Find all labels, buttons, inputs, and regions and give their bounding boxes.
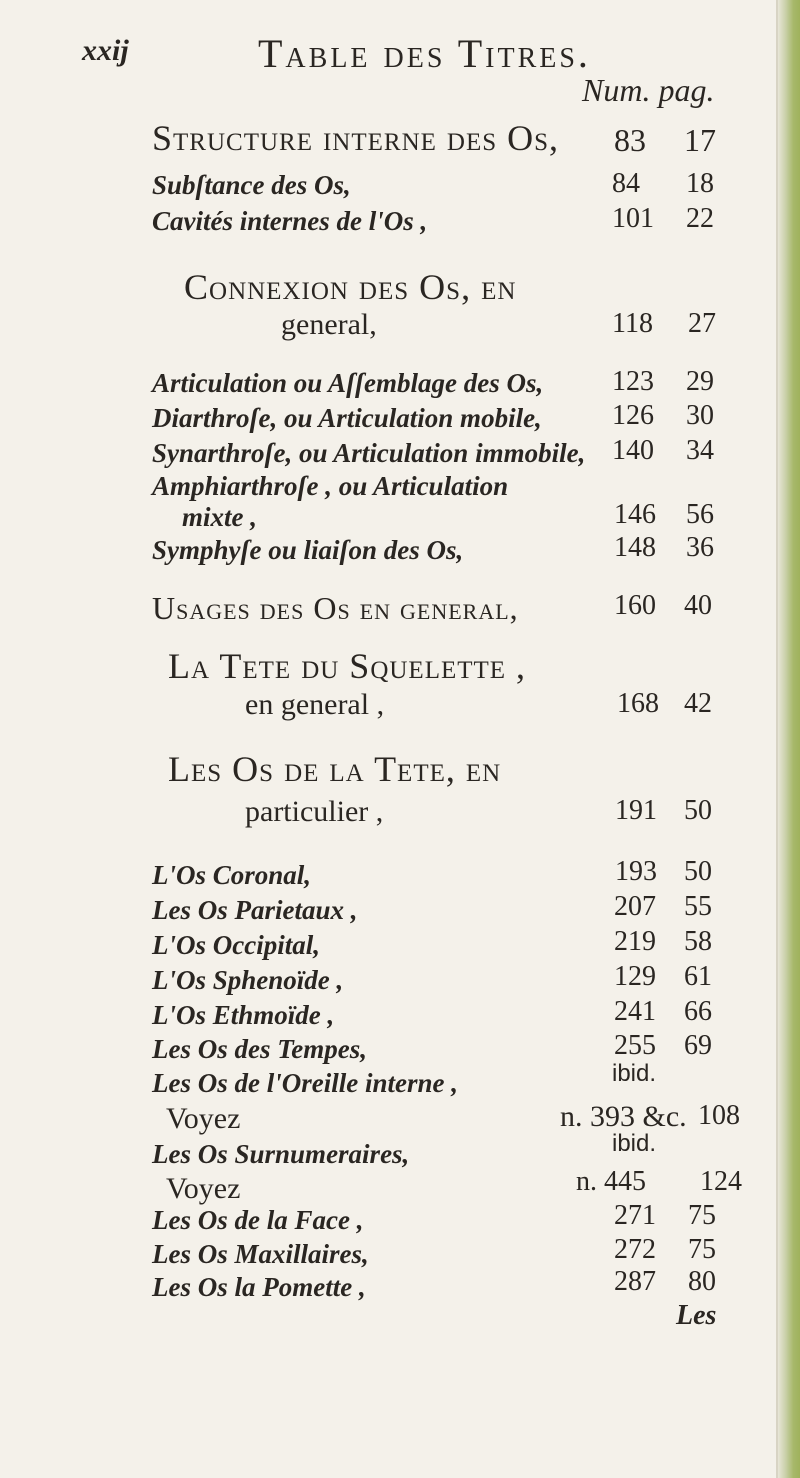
entry-label-continued: general, bbox=[281, 308, 377, 341]
entry-page: 80 bbox=[688, 1266, 716, 1297]
entry-label: Articulation ou Aſſemblage des Os, bbox=[152, 368, 544, 398]
entry-num: 241 bbox=[614, 996, 656, 1027]
entry-label: Connexion des Os, en bbox=[184, 267, 517, 307]
entry-label: Voyez bbox=[166, 1102, 241, 1135]
entry-num: 272 bbox=[614, 1234, 656, 1265]
entry-label: L'Os Occipital, bbox=[152, 930, 320, 960]
entry-page: 55 bbox=[684, 891, 712, 922]
entry-num: n. 445 bbox=[576, 1166, 646, 1197]
entry-num: 123 bbox=[612, 366, 654, 397]
entry-label: Diarthroſe, ou Articulation mobile, bbox=[152, 403, 542, 433]
entry-label: Les Os de la Tete, en bbox=[168, 749, 502, 789]
page-edge bbox=[778, 0, 800, 1478]
entry-num: 83 bbox=[614, 122, 646, 158]
entry-page: 56 bbox=[686, 499, 714, 530]
entry-label: Les Os la Pomette , bbox=[152, 1272, 366, 1302]
entry-label-continued: mixte , bbox=[182, 502, 257, 532]
entry-label: La Tete du Squelette , bbox=[168, 646, 527, 686]
entry-num: 148 bbox=[614, 532, 656, 563]
entry-label: Les Os des Tempes, bbox=[152, 1034, 367, 1064]
entry-num: 219 bbox=[614, 926, 656, 957]
entry-num: 287 bbox=[614, 1266, 656, 1297]
entry-page: 40 bbox=[684, 590, 712, 621]
entry-page: 42 bbox=[684, 688, 712, 719]
entry-num: ibid. bbox=[612, 1130, 657, 1157]
entry-label: Les Os Surnumeraires, bbox=[152, 1139, 410, 1169]
entry-num: 160 bbox=[614, 590, 656, 621]
entry-num: 101 bbox=[612, 203, 654, 234]
catchword: Les bbox=[676, 1300, 717, 1331]
entry-num: n. 393 &c. bbox=[560, 1100, 687, 1133]
entry-page: 18 bbox=[686, 168, 714, 199]
entry-num: 126 bbox=[612, 400, 654, 431]
entry-num: 146 bbox=[614, 499, 656, 530]
entry-label: Structure interne des Os, bbox=[152, 118, 560, 158]
entry-page: 69 bbox=[684, 1030, 712, 1061]
entry-label-continued: particulier , bbox=[245, 795, 384, 828]
entry-num: 255 bbox=[614, 1030, 656, 1061]
entry-page: 66 bbox=[684, 996, 712, 1027]
entry-label: Les Os de l'Oreille interne , bbox=[152, 1068, 458, 1098]
entry-label-continued: en general , bbox=[245, 688, 385, 721]
entry-num: 193 bbox=[615, 856, 657, 887]
entry-page: 58 bbox=[684, 926, 712, 957]
entry-num: 271 bbox=[614, 1200, 656, 1231]
entry-num: 129 bbox=[614, 961, 656, 992]
entry-page: 17 bbox=[684, 122, 716, 158]
entry-page: 75 bbox=[688, 1234, 716, 1265]
entry-page: 50 bbox=[684, 795, 712, 826]
entry-label: Les Os Maxillaires, bbox=[152, 1239, 369, 1269]
entry-label: Voyez bbox=[166, 1172, 241, 1205]
entry-label: Usages des Os en general, bbox=[152, 590, 519, 626]
entry-page: 29 bbox=[686, 366, 714, 397]
entry-page: 36 bbox=[686, 532, 714, 563]
folio-number: xxij bbox=[82, 34, 129, 67]
entry-label: Cavités internes de l'Os , bbox=[152, 206, 428, 236]
entry-label: Amphiarthroſe , ou Articulation bbox=[152, 471, 509, 501]
entry-page: 108 bbox=[698, 1100, 740, 1131]
entry-page: 50 bbox=[684, 856, 712, 887]
entry-label: L'Os Sphenoïde , bbox=[152, 965, 344, 995]
entry-num: 84 bbox=[612, 168, 640, 199]
entry-label: Les Os de la Face , bbox=[152, 1205, 364, 1235]
entry-label: Synarthroſe, ou Articulation immobile, bbox=[152, 438, 586, 468]
page-title: Table des Titres. bbox=[258, 31, 591, 76]
entry-label: L'Os Coronal, bbox=[152, 860, 312, 890]
column-headings: Num. pag. bbox=[582, 72, 715, 108]
entry-page: 30 bbox=[686, 400, 714, 431]
entry-label: L'Os Ethmoïde , bbox=[152, 1000, 335, 1030]
entry-num: 118 bbox=[612, 308, 653, 339]
entry-page: 34 bbox=[686, 435, 714, 466]
entry-label: Les Os Parietaux , bbox=[152, 895, 358, 925]
entry-num: 168 bbox=[617, 688, 659, 719]
entry-page: 61 bbox=[684, 961, 712, 992]
entry-num: 207 bbox=[614, 891, 656, 922]
entry-num: ibid. bbox=[612, 1060, 657, 1087]
entry-label: Subſtance des Os, bbox=[152, 170, 351, 200]
entry-page: 27 bbox=[688, 308, 716, 339]
entry-num: 140 bbox=[612, 435, 654, 466]
entry-label: Symphyſe ou liaiſon des Os, bbox=[152, 535, 464, 565]
entry-page: 124 bbox=[700, 1166, 742, 1197]
entry-num: 191 bbox=[615, 795, 657, 826]
entry-page: 75 bbox=[688, 1200, 716, 1231]
entry-page: 22 bbox=[686, 203, 714, 234]
